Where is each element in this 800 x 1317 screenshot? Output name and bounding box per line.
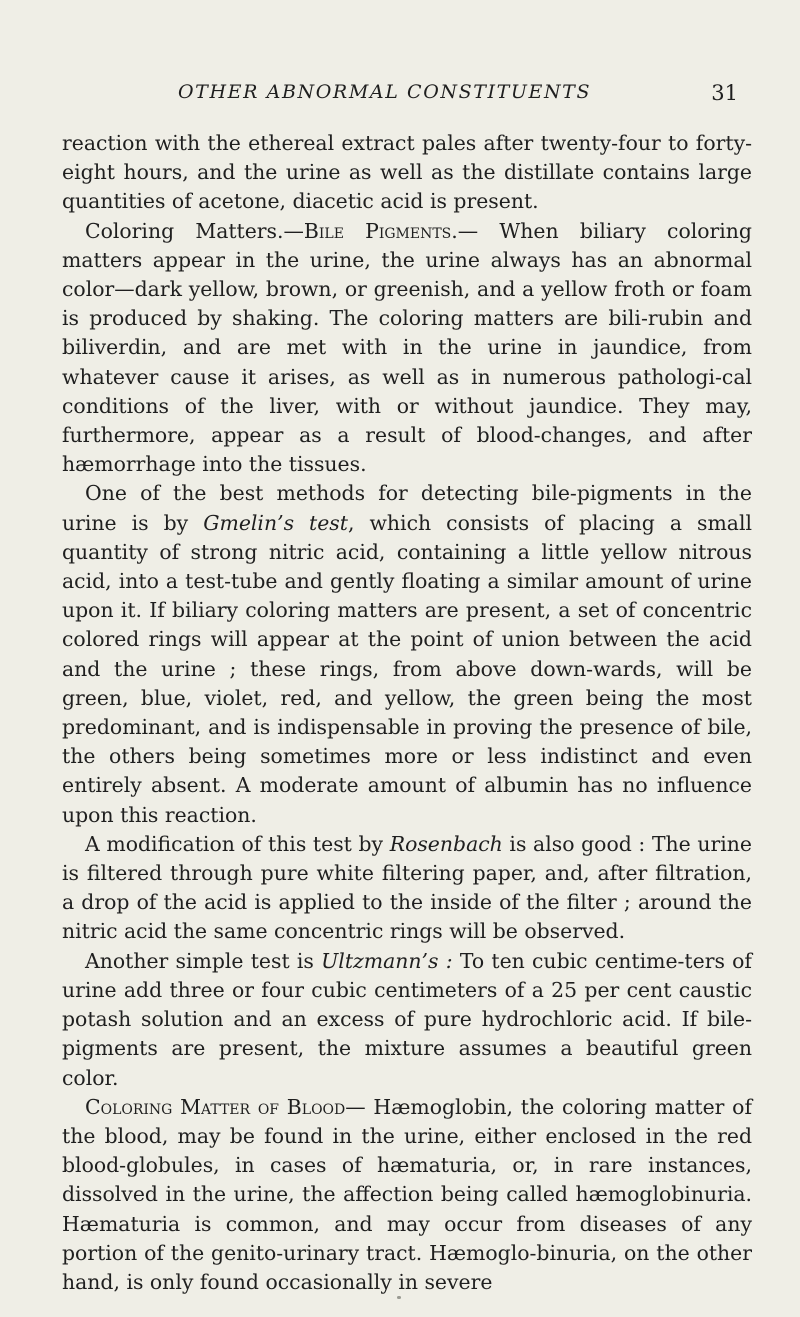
subheading-coloring-matter-of-blood: Coloring Matter of Blood bbox=[85, 1094, 346, 1119]
paragraph-bile-pigments bbox=[62, 217, 752, 480]
running-head: OTHER ABNORMAL CONSTITUENTS bbox=[178, 81, 592, 103]
rosenbach-intro: A modification of this test by bbox=[85, 831, 390, 856]
blood-coloring-text: — Hæmoglobin, the coloring matter of the blood, may be found in the urine, either enclosed in the red blood-globules, in cases of hæmaturia, or, in rare instances, dissolved in the urine, the affection being called hæmoglobinuria. Hæmaturia is common, and may occur from diseases of any portion of the genito-urinary tract. Hæmoglo-binuria, on the other hand, is only found occasionally in severe bbox=[62, 1094, 752, 1294]
ultzmann-intro: Another simple test is bbox=[85, 948, 322, 973]
ultzmann-name: Ultzmann’s : bbox=[321, 948, 453, 973]
paper-speck bbox=[397, 1296, 401, 1299]
heading-coloring-matters: Coloring Matters. bbox=[85, 218, 284, 243]
paragraph-acetone bbox=[62, 129, 752, 217]
paragraph-gmelin-test bbox=[62, 479, 752, 829]
gmelin-description: , which consists of placing a small quantity of strong nitric acid, containing a little yellow nitrous acid, into a test-tube and gently floating a similar amount of urine upon it. If biliary coloring matters are present, a set of concentric colored rings will appear at the point of union between the acid and the urine ; these rings, from above down-wards, will be green, blue, violet, red, and yellow, the green being the most predominant, and is indispensable in proving the presence of bile, the others being sometimes more or less indistinct and even entirely absent. A moderate amount of albumin has no influence upon this reaction. bbox=[62, 510, 752, 827]
page-number: 31 bbox=[711, 81, 738, 105]
rosenbach-description: is also good : The urine is filtered through pure white filtering paper, and, after filtration, a drop of the acid is applied to the inside of the filter ; around the nitric acid the same concentric rings will be observed. bbox=[62, 831, 752, 944]
paragraph-blood-coloring bbox=[62, 1093, 752, 1297]
body-text bbox=[62, 129, 752, 1297]
rosenbach-name: Rosenbach bbox=[389, 831, 503, 856]
heading-dash: — bbox=[283, 218, 304, 243]
paragraph-acetone-text: reaction with the ethereal extract pales after twenty-four to forty-eight hours, and the urine as well as the distillate contains large quantities of acetone, diacetic acid is present. bbox=[62, 131, 752, 214]
gmelin-test-name: Gmelin’s test bbox=[203, 510, 348, 535]
gmelin-intro: One of the best methods for detecting bile-pigments in the urine is by bbox=[62, 481, 752, 535]
subheading-bile-pigments: Bile Pigments. bbox=[303, 218, 458, 243]
ultzmann-description: To ten cubic centime-ters of urine add three or four cubic centimeters of a 25 per cent caustic potash solution and an excess of pure hydrochloric acid. If bile-pigments are present, the mixture assumes a beautiful green color. bbox=[62, 948, 752, 1090]
paragraph-rosenbach bbox=[62, 830, 752, 947]
page-header bbox=[148, 81, 738, 111]
paragraph-bile-pigments-text: — When biliary coloring matters appear in the urine, the urine always has an abnormal color—dark yellow, brown, or greenish, and a yellow froth or foam is produced by shaking. The coloring matters are bili-rubin and biliverdin, and are met with in the urine in jaundice, from whatever cause it arises, as well as in numerous pathologi-cal conditions of the liver, with or without jaundice. They may, furthermore, appear as a result of blood-changes, and after hæmorrhage into the tissues. bbox=[62, 218, 752, 477]
paragraph-ultzmann bbox=[62, 947, 752, 1093]
